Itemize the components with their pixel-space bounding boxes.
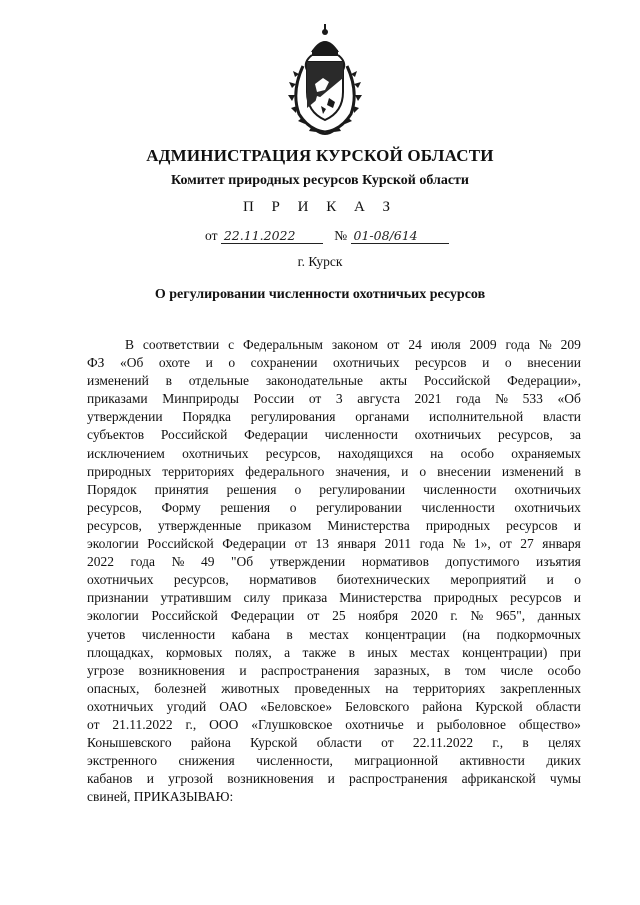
body-line: экстренного снижения численности, миграционной активности диких	[87, 753, 581, 769]
body-line: угрозе возникновения и распространения заразных, в том числе особо	[87, 662, 581, 678]
body-line: субъектов Российской Федерации численности охотничьих ресурсов, за	[87, 427, 581, 443]
body-line: свиней, ПРИКАЗЫВАЮ:	[87, 789, 234, 805]
body-line: опасных, болезней животных проведенных на территориях закрепленных	[87, 680, 581, 696]
date-prefix: от	[205, 228, 218, 243]
body-line: признании утратившим силу приказа Министерства природных ресурсов и	[87, 590, 581, 606]
body-line: охотничьих ресурсов, нормативов биотехнических мероприятий и о	[87, 572, 581, 588]
order-subject: О регулировании численности охотничьих ресурсов	[154, 287, 486, 302]
body-line: природных территориях федерального значения, и о внесении изменений в	[87, 463, 581, 479]
body-line: 2022 года № 49 "Об утверждении нормативов допустимого изъятия	[87, 554, 581, 570]
body-line: охотничьих угодий ОАО «Беловское» Беловского района Курской области	[87, 698, 581, 714]
handwritten-number: 01-08/614	[351, 229, 449, 244]
committee-name: Комитет природных ресурсов Курской области	[171, 173, 469, 188]
organization-title: АДМИНИСТРАЦИЯ КУРСКОЙ ОБЛАСТИ	[146, 146, 494, 165]
body-line: ресурсов, утвержденные приказом Министерства природных ресурсов и	[87, 517, 581, 533]
coat-of-arms-emblem	[285, 22, 365, 140]
body-line: Конышевского района Курской области от 22.11.2022 г., в целях	[87, 735, 581, 751]
body-line: кабанов и угрозой возникновения и распространения африканской чумы	[87, 771, 581, 787]
body-line: экологии Российской Федерации от 13 января 2011 года № 1», от 27 января	[87, 536, 581, 552]
body-line: от 21.11.2022 г., ООО «Глушковское охотничье и рыболовное общество»	[87, 716, 581, 732]
body-line: учетов численности кабана в местах концентрации (на подкормочных	[87, 626, 581, 642]
city-line: г. Курск	[297, 254, 343, 269]
body-line: исключением охотничьих ресурсов, находящихся на особо охраняемых	[87, 445, 581, 461]
handwritten-date: 22.11.2022	[221, 229, 323, 244]
body-line: экологии Российской Федерации от 25 ноября 2020 г. № 965", данных	[87, 608, 581, 624]
date-number-line	[205, 228, 449, 244]
body-line: В соответствии с Федеральным законом от 24 июля 2009 года № 209	[125, 337, 581, 352]
document-type: П Р И К А З	[242, 199, 398, 215]
body-line: ресурсов, Форму решения о регулировании численности охотничьих	[87, 499, 581, 515]
body-line: утверждении Порядка регулирования органами исполнительной власти	[87, 409, 581, 425]
order-body-text	[87, 336, 581, 806]
body-line: площадках, кормовых полях, а также в иных местах концентрации) при	[87, 644, 581, 660]
number-prefix: №	[334, 228, 348, 243]
body-line: Порядок принятия решения о регулировании численности охотничьих	[87, 481, 581, 497]
body-line: приказами Минприроды России от 3 августа 2021 года № 533 «Об	[87, 391, 581, 407]
body-line: изменений в отдельные законодательные акты Российской Федерации»,	[87, 373, 581, 389]
body-line: ФЗ «Об охоте и о сохранении охотничьих ресурсов и о внесении	[87, 355, 581, 371]
